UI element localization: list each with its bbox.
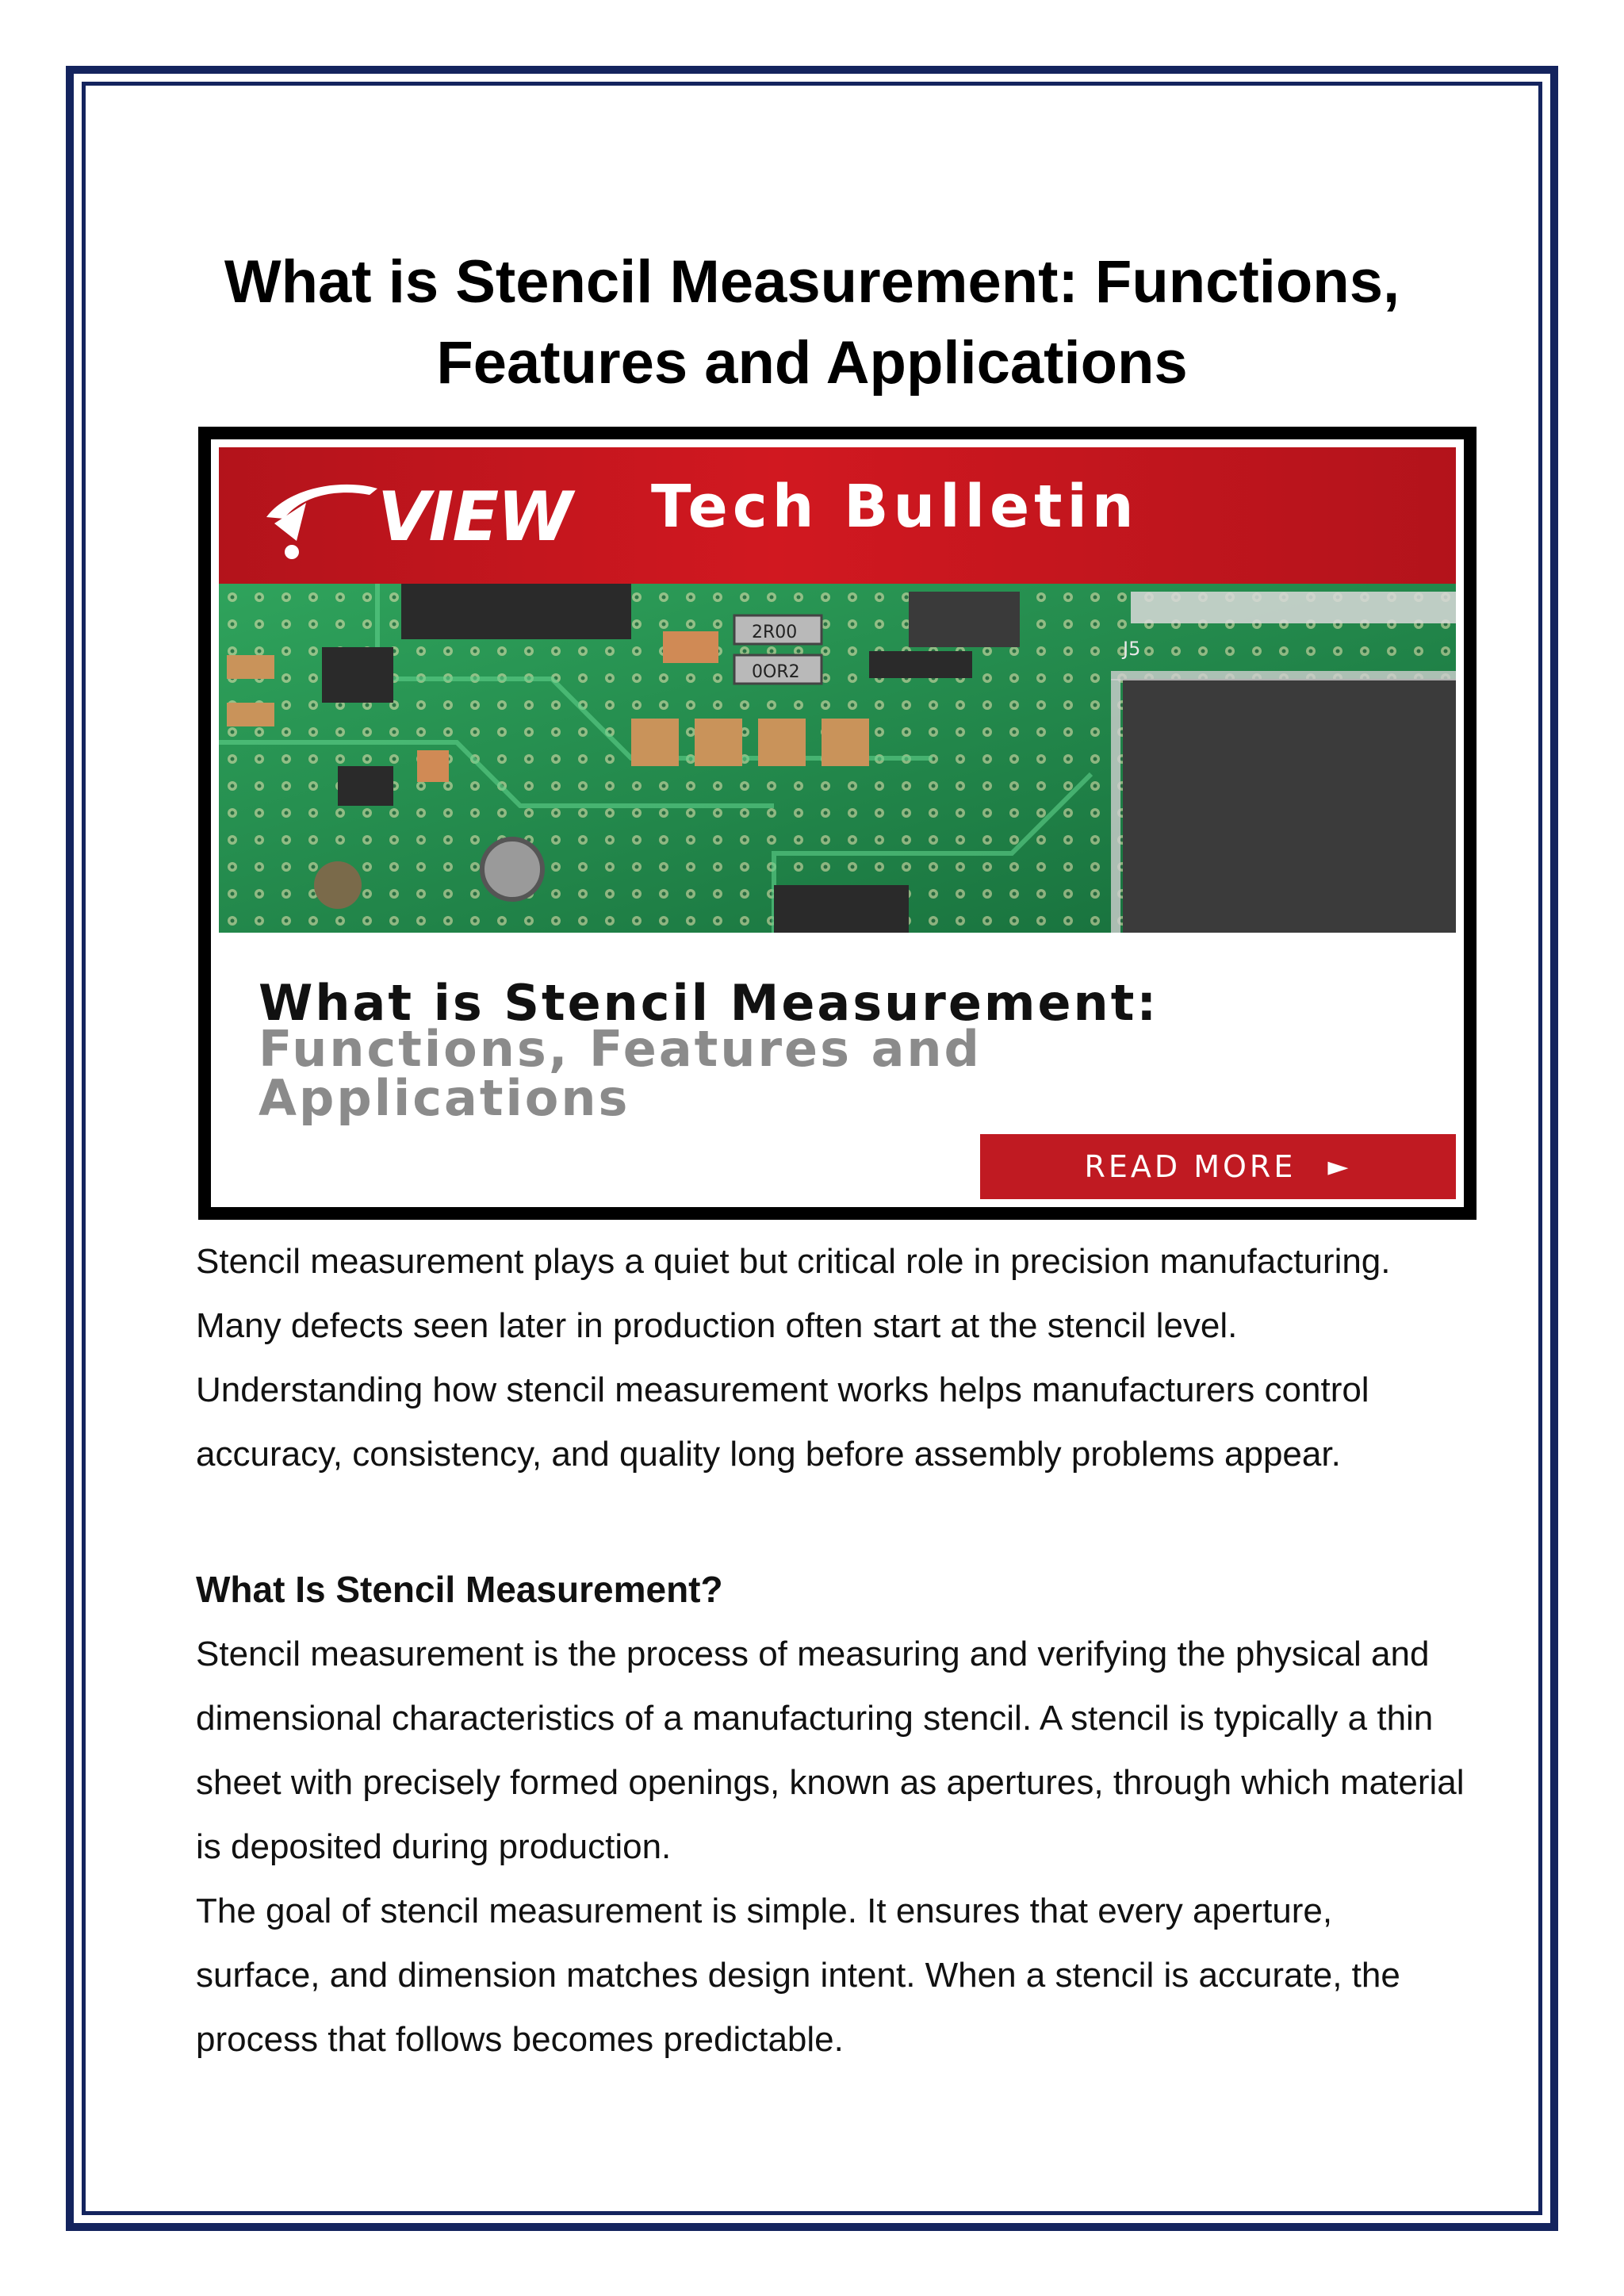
document-title: What is Stencil Measurement: Functions, Features and Applications xyxy=(224,248,1400,397)
logo-text: VIEW xyxy=(377,477,572,557)
play-arrow-icon: ► xyxy=(1327,1151,1352,1182)
pcb-photo xyxy=(219,584,1456,933)
section-paragraph-1: Stencil measurement is the process of measuring and verifying the physical and dimensional characteristics of a manufacturing stencil. A stencil is typically a thin sheet with precisely formed openings, known as apertures, through which material is deposited during production. xyxy=(196,1635,1465,1866)
view-logo xyxy=(259,471,607,566)
tech-bulletin-text: Tech Bulletin xyxy=(651,473,1139,541)
read-more-label: READ MORE xyxy=(1084,1149,1297,1184)
banner-headline-line2: Functions, Features and Applications xyxy=(259,1020,982,1127)
pcb-label-1: 2R00 xyxy=(752,623,798,642)
banner-headline-area xyxy=(219,933,1456,1199)
pcb-label-3: J5 xyxy=(1123,638,1141,660)
read-more-button[interactable] xyxy=(980,1134,1456,1199)
banner-header xyxy=(219,447,1456,584)
intro-paragraph: Stencil measurement plays a quiet but critical role in precision manufacturing. Many defects seen later in production often start at the stencil level. Understanding how stencil measurement works helps manufacturers control accuracy, consistency, and quality long before assembly problems appear. xyxy=(196,1242,1391,1474)
banner-image[interactable] xyxy=(198,427,1477,1220)
pcb-label-2: 0OR2 xyxy=(752,662,800,682)
section-heading: What Is Stencil Measurement? xyxy=(196,1569,723,1610)
banner-headline-line1: What is Stencil Measurement: xyxy=(259,974,1159,1032)
section-paragraph-2: The goal of stencil measurement is simple. It ensures that every aperture, surface, and dimension matches design intent. When a stencil is accurate, the process that follows becomes predictable. xyxy=(196,1892,1400,2059)
article-body xyxy=(196,1229,1465,2072)
